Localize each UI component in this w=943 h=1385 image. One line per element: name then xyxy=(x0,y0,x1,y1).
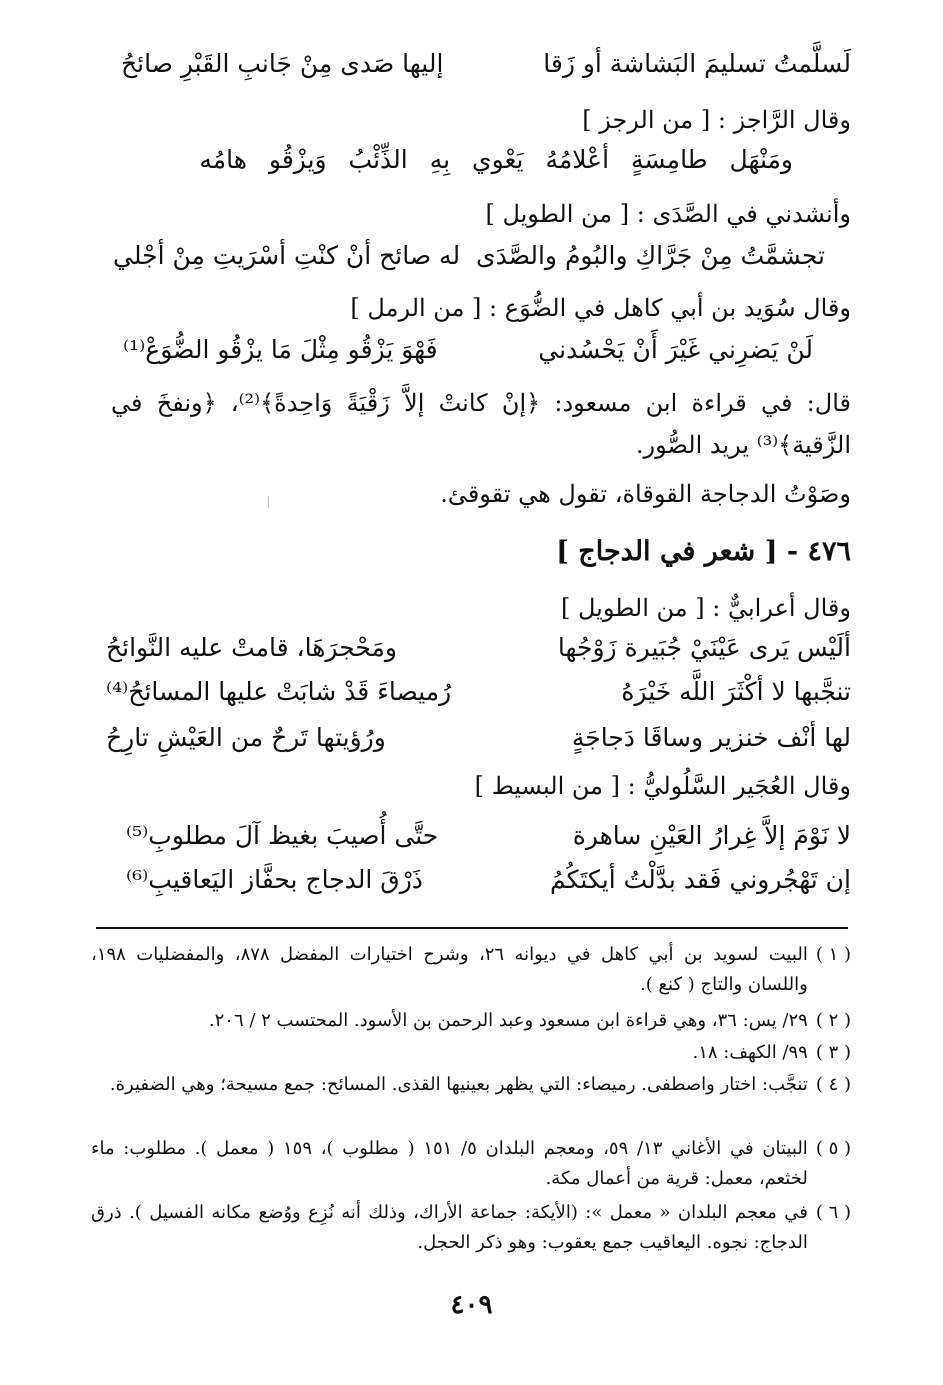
verse-first-hemistich: ألَيْس يَرى عَيْنَيْ جُبَيرة زَوْجُها xyxy=(557,633,851,662)
verse-second-hemistich: ذَرْقَ الدجاج بحفَّاز اليَعاقيبِ⁽⁶⁾ xyxy=(126,865,423,894)
verse-line xyxy=(123,326,813,374)
commentary-line: وصَوْتُ الدجاجة القوقاة، تقول هي تقوقئ. xyxy=(440,480,851,508)
poet-intro: وقال أعرابيٌّ : [ من الطويل ] xyxy=(560,594,851,622)
footnote-separator xyxy=(96,927,848,929)
page-number: ٤٠٩ xyxy=(450,1290,493,1320)
footnote-text: تنجَّب: اختار واصطفى. رميصاء: التي يظهر بعينيها القذى. المسائح: جمع مسيحة؛ وهي الضفيرة. xyxy=(109,1074,808,1095)
footnote-text: ٩٩/ الكهف: ١٨. xyxy=(692,1042,808,1063)
verse-line xyxy=(126,856,851,904)
footnote-text: البيتان في الأغاني ١٣/ ٥٩، ومعجم البلدان ٥/ ١٥١ ( مطلوب )، ١٥٩ ( معمل ). مطلوب: ماء لخثعم، معمل: قرية من أعمال مكة. xyxy=(91,1138,808,1189)
footnote xyxy=(91,940,851,1000)
footnote xyxy=(91,1134,851,1194)
footnote xyxy=(91,1198,851,1258)
footnote-number: ( ٦ ) xyxy=(815,1202,851,1223)
commentary-paragraph: قال: في قراءة ابن مسعود: ﴿إنْ كانتْ إلاَّ زَقْيَةً وَاحِدةً﴾⁽²⁾، ﴿ونفخَ في الزَّقية﴾⁽³⁾ يريد الصُّور. xyxy=(111,389,851,459)
footnote-text: في معجم البلدان « معمل »: (الأيكة: جماعة الأراك، وذلك أنه نُزِع ووُضع مكانه الفسيل ). ذرق الدجاج: نجوه. اليعاقيب جمع يعقوب: وهو ذكر الحجل. xyxy=(91,1202,808,1253)
verse-first-hemistich: لا نَوْمَ إلاَّ غِرارُ العَيْنِ ساهرة xyxy=(572,821,851,850)
verse-first-hemistich: إن تَهْجُروني فَقد بدَّلْتُ أيكتَكُمُ xyxy=(549,865,851,894)
verse-line xyxy=(126,812,851,860)
footnote-number: ( ٣ ) xyxy=(815,1042,851,1063)
verse-first-hemistich: لَسلَّمتُ تسليمَ البَشاشة أو زَقا xyxy=(543,49,851,78)
verse-first-hemistich: لها أنْف خنزير وساقَا دَجاجَةٍ xyxy=(571,723,851,752)
footnote-number: ( ٤ ) xyxy=(815,1074,851,1095)
footnote xyxy=(91,1070,851,1100)
footnote-text: البيت لسويد بن أبي كاهل في ديوانه ٢٦، وشرح اختيارات المفضل ٨٧٨، والمفضليات ١٩٨، واللسان والتاج ( كنع ). xyxy=(91,944,808,995)
footnote xyxy=(91,1006,851,1036)
verse-second-hemistich: ومَحْجرَهَا، قامتْ عليه النَّوائحُ xyxy=(106,633,397,662)
footnote xyxy=(91,1038,851,1068)
verse-second-hemistich: حتَّى أُصيبَ بغيظ آلَ مطلوبِ⁽⁵⁾ xyxy=(126,821,439,850)
poet-intro: وأنشدني في الصَّدَى : [ من الطويل ] xyxy=(485,200,851,228)
scan-speck xyxy=(268,496,269,508)
poet-intro: وقال العُجَير السَّلُوليُّ : [ من البسيط ] xyxy=(474,772,851,800)
footnote-text: ٢٩/ يس: ٣٦، وهي قراءة ابن مسعود وعبد الرحمن بن الأسود. المحتسب ٢ / ٢٠٦. xyxy=(208,1010,808,1031)
verse-line xyxy=(106,714,851,762)
verse-line xyxy=(113,232,825,280)
verse-first-hemistich: تجشمَّتُ مِنْ جَرَّاكِ والبُومُ والصَّدَى xyxy=(476,241,825,270)
poet-intro: وقال سُوَيد بن أبي كاهل في الضُّوَع : [ من الرمل ] xyxy=(350,294,851,322)
verse-second-hemistich: رُميصاءَ قَدْ شابَتْ عليها المسائحُ⁽⁴⁾ xyxy=(106,677,452,706)
verse-second-hemistich: له صائح أنْ كنْتِ أسْرَيتِ مِنْ أجْلي xyxy=(113,241,461,270)
poet-intro: وقال الرَّاجز : [ من الرجز ] xyxy=(582,106,851,134)
verse-first-hemistich: تنجَّبها لا أكْثَرَ اللَّه خَيْرَهُ xyxy=(621,677,851,706)
verse-line xyxy=(106,624,851,672)
verse-line xyxy=(121,40,851,88)
verse-line xyxy=(106,668,851,716)
footnote-number: ( ١ ) xyxy=(815,944,851,965)
verse-second-hemistich: إليها صَدى مِنْ جَانبِ القَبْرِ صائحُ xyxy=(121,49,444,78)
footnote-number: ( ٢ ) xyxy=(815,1010,851,1031)
section-heading: ٤٧٦ - [ شعر في الدجاج ] xyxy=(556,536,851,567)
rajaz-verse: ومَنْهَل طامِسَةٍ أعْلامُهُ يَعْوي بِهِ الذِّئْبُ وَيزْقُو هامُه xyxy=(199,145,793,174)
verse-first-hemistich: لَنْ يَضرِني غَيْرَ أَنْ يَحْسُدني xyxy=(538,335,813,364)
footnote-number: ( ٥ ) xyxy=(815,1138,851,1159)
verse-second-hemistich: فَهْوَ يَزْقُو مِثْلَ مَا يزْقُو الضُّوَعْ⁽¹⁾ xyxy=(123,335,438,364)
verse-second-hemistich: ورُؤيتها تَرحٌ من العَيْشِ تارِحُ xyxy=(106,723,386,752)
